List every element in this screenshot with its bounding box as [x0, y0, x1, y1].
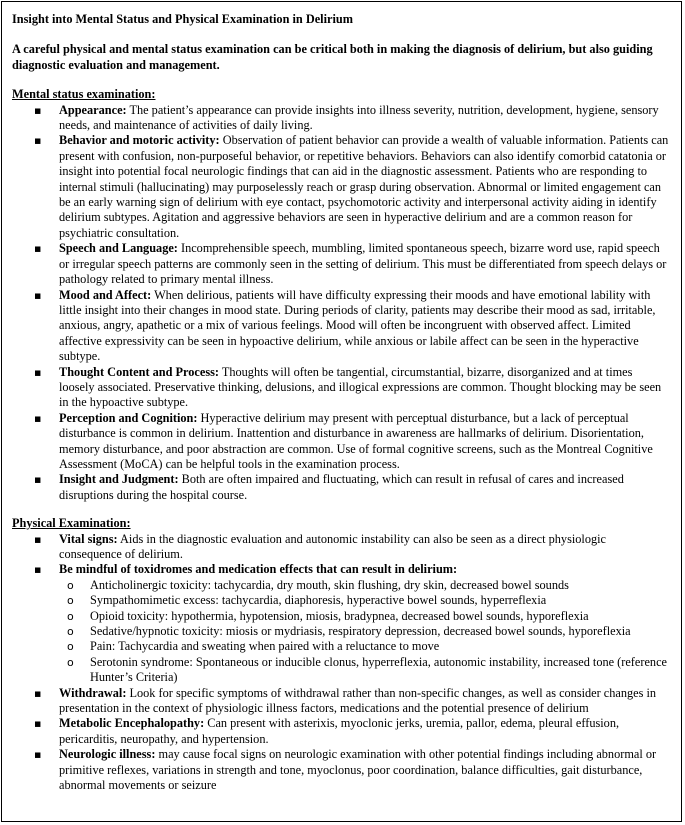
list-item-thought	[12, 365, 671, 411]
item-text: Observation of patient behavior can provide a wealth of valuable information. Patients can present with confusion, non-purposeful behavior, or repetitive behaviors. Behaviors can also identify comorbid catatonia or insight into potential focal neurologic findings that can aid in the diagnostic assessment. Patients who are responding to internal stimuli (hallucinating) may purposelessly reach or grasp during observation. Abnormal or limited engagement can be an early warning sign of delirium with eye contact, psychomotoric activity and interpersonal activity aiding in identify delirium subtypes. Agitation and aggressive behaviors are seen in hyperactive delirium and are a common reason for psychiatric consultation.	[59, 133, 669, 240]
item-term: Behavior and motoric activity:	[59, 133, 220, 148]
item-term: Insight and Judgment:	[59, 472, 179, 487]
item-term: Neurologic illness:	[59, 747, 156, 762]
item-text: Both are often impaired and fluctuating, which can result in refusal of cares and increased disruptions during the hospital course.	[59, 472, 624, 502]
mental-status-heading: Mental status examination:	[12, 87, 156, 102]
list-item-neurologic	[12, 747, 671, 793]
mental-status-list	[12, 103, 671, 504]
physical-exam-list	[12, 532, 671, 794]
item-term: Perception and Cognition:	[59, 410, 198, 425]
item-term: Thought Content and Process:	[59, 364, 219, 379]
sub-item-sympathomimetic: o Sympathomimetic excess: tachycardia, diaphoresis, hyperactive bowel sounds, hyperreflexia	[59, 593, 671, 608]
physical-exam-heading: Physical Examination:	[12, 516, 131, 531]
list-item-vital-signs	[12, 532, 671, 563]
list-item-mood	[12, 288, 671, 365]
item-term: Appearance:	[59, 102, 127, 117]
item-text: Hyperactive delirium may present with perceptual disturbance, but a lack of perceptual disturbance is common in delirium. Inattention and disturbance in awareness are hallmarks of delirium. Disorientation, memory disturbance, and poor abstraction are common. Use of formal cognitive screens, such as the Montreal Cognitive Assessment (MoCA) can be helpful tools in the examination process.	[59, 410, 653, 471]
list-item-appearance	[12, 103, 671, 134]
sub-item-anticholinergic: o Anticholinergic toxicity: tachycardia, dry mouth, skin flushing, dry skin, decreased bowel sounds	[59, 578, 671, 593]
item-term: Metabolic Encephalopathy:	[59, 716, 205, 731]
item-text: Thoughts will often be tangential, circumstantial, bizarre, disorganized and at times loosely associated. Preservative thinking, delusions, and illogical expressions are common. Thought blocking may be seen in the hypoactive subtype.	[59, 364, 662, 410]
mental-status-section	[12, 87, 671, 503]
list-item-speech	[12, 241, 671, 287]
item-term: Vital signs:	[59, 531, 118, 546]
item-text: Can present with asterixis, myoclonic jerks, uremia, pallor, edema, pleural effusion, pericarditis, neuropathy, and hypertension.	[59, 716, 620, 746]
intro-paragraph: A careful physical and mental status examination can be critical both in making the diagnosis of delirium, but also guiding diagnostic evaluation and management.	[12, 42, 653, 72]
item-text: When delirious, patients will have difficulty expressing their moods and have emotional lability with little insight into their changes in mood state. During periods of clarity, patients may describe their mood as sad, irritable, anxious, angry, apathetic or a mix of various feelings. Mood will often be incongruent with observed affect. Limited affective expressivity can be seen in hypoactive delirium, while anxious or labile affect can be seen in the hyperactive subtype.	[59, 287, 656, 364]
item-text: may cause focal signs on neurologic examination with other potential findings including abnormal or primitive reflexes, variations in strength and tone, myoclonus, poor coordination, balance difficulties, gait disturbance, abnormal movements or seizure	[59, 747, 657, 793]
list-item-behavior	[12, 133, 671, 241]
document-box	[1, 1, 682, 822]
sub-item-opioid: o Opioid toxicity: hypothermia, hypotension, miosis, bradypnea, decreased bowel sounds, hyporeflexia	[59, 609, 671, 624]
list-item-toxidromes	[12, 562, 671, 685]
sub-item-serotonin: o Serotonin syndrome: Spontaneous or inducible clonus, hyperreflexia, autonomic instability, increased tone (reference Hunter’s Criteria)	[59, 655, 671, 686]
physical-exam-section	[12, 516, 671, 793]
sub-item-pain: o Pain: Tachycardia and sweating when paired with a reluctance to move	[59, 639, 671, 654]
item-text: Incomprehensible speech, mumbling, limited spontaneous speech, bizarre word use, rapid speech or irregular speech patterns are commonly seen in the setting of delirium. This must be differentiated from speech delays or pathology related to primary mental illness.	[59, 241, 667, 287]
document-title: Insight into Mental Status and Physical Examination in Delirium	[12, 12, 353, 26]
list-item-metabolic	[12, 716, 671, 747]
item-term: Speech and Language:	[59, 241, 178, 256]
item-text: Look for specific symptoms of withdrawal rather than non-specific changes, as well as consider changes in presentation in the context of physiologic illness factors, medications and the potential presence of delirium	[59, 685, 657, 716]
item-text: The patient’s appearance can provide insights into illness severity, nutrition, development, hygiene, sensory needs, and maintenance of activities of daily living.	[59, 102, 659, 133]
item-term: Be mindful of toxidromes and medication effects that can result in delirium:	[59, 562, 458, 577]
toxidrome-sublist	[59, 578, 671, 686]
item-term: Withdrawal:	[59, 685, 127, 700]
sub-item-sedative: o Sedative/hypnotic toxicity: miosis or mydriasis, respiratory depression, decreased bowel sounds, hyporeflexia	[59, 624, 671, 639]
list-item-insight	[12, 472, 671, 503]
list-item-perception	[12, 411, 671, 473]
item-text: Aids in the diagnostic evaluation and autonomic instability can also be seen as a direct physiologic consequence of delirium.	[59, 531, 607, 561]
item-term: Mood and Affect:	[59, 287, 152, 302]
list-item-withdrawal	[12, 686, 671, 717]
